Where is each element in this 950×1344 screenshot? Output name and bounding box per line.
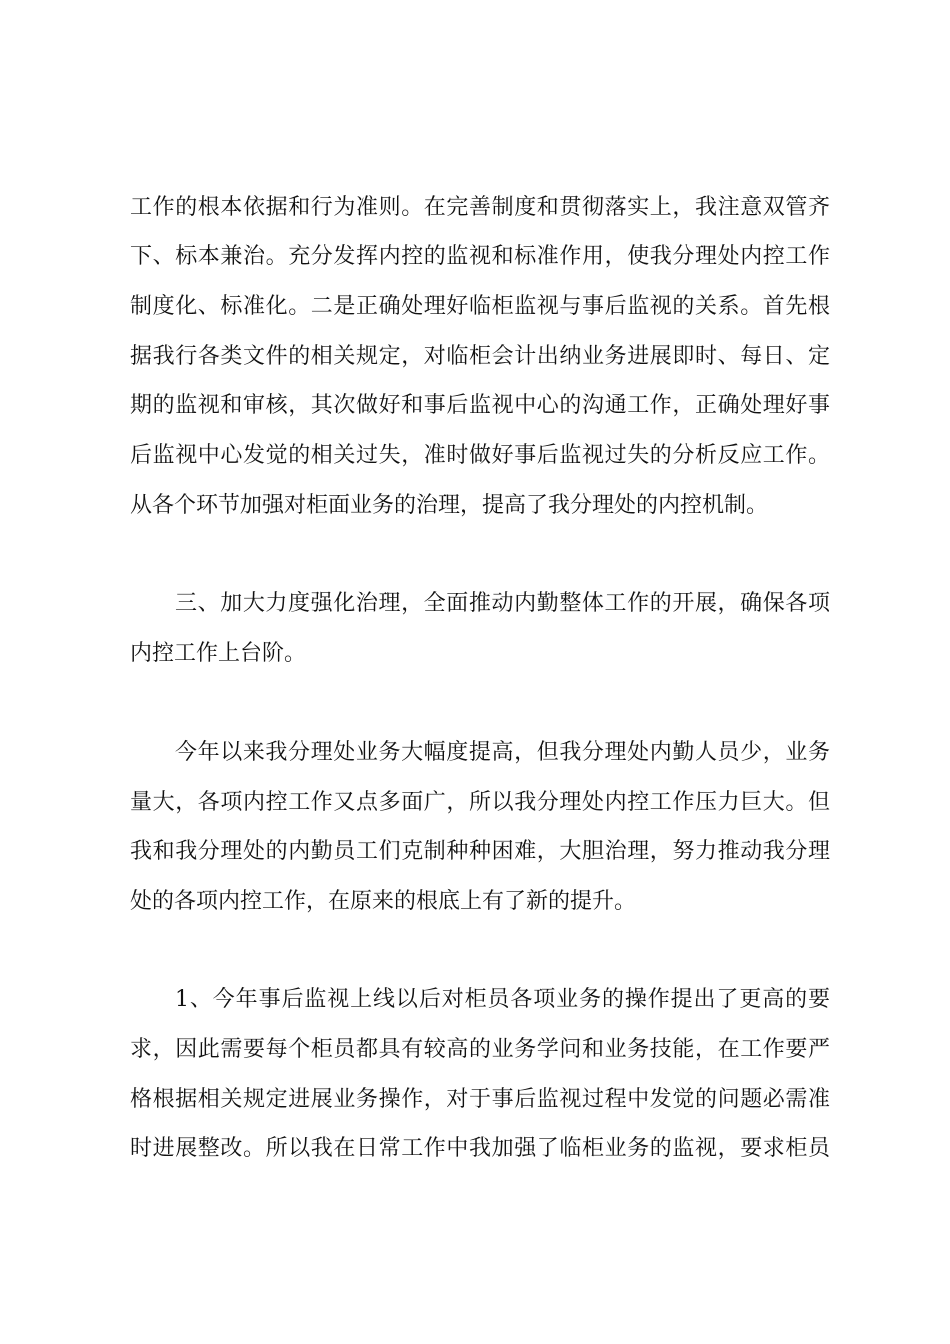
text-line: 时进展整改。所以我在日常工作中我加强了临柜业务的监视，要求柜员 [130,1136,830,1161]
text-line: 1、今年事后监视上线以后对柜员各项业务的操作提出了更高的要 [175,987,830,1012]
text-line: 今年以来我分理处业务大幅度提高，但我分理处内勤人员少，业务 [175,740,830,765]
text-line: 期的监视和审核，其次做好和事后监视中心的沟通工作，正确处理好事 [130,393,830,418]
text-line: 从各个环节加强对柜面业务的治理，提高了我分理处的内控机制。 [130,493,769,518]
text-line: 下、标本兼治。充分发挥内控的监视和标准作用，使我分理处内控工作 [130,244,830,269]
text-line: 据我行各类文件的相关规定，对临柜会计出纳业务进展即时、每日、定 [130,344,830,369]
text-line: 量大，各项内控工作又点多面广，所以我分理处内控工作压力巨大。但 [130,790,830,815]
text-line: 制度化、标准化。二是正确处理好临柜监视与事后监视的关系。首先根 [130,294,830,319]
text-line: 我和我分理处的内勤员工们克制种种困难，大胆治理，努力推动我分理 [130,839,830,864]
text-line: 工作的根本依据和行为准则。在完善制度和贯彻落实上，我注意双管齐 [130,195,830,220]
text-line: 格根据相关规定进展业务操作，对于事后监视过程中发觉的问题必需准 [130,1087,830,1112]
text-line: 三、加大力度强化治理，全面推动内勤整体工作的开展，确保各项 [175,591,830,616]
text-line: 处的各项内控工作，在原来的根底上有了新的提升。 [130,889,637,914]
text-line: 内控工作上台阶。 [130,641,307,666]
text-line: 后监视中心发觉的相关过失，准时做好事后监视过失的分析反应工作。 [130,443,830,468]
text-line: 求，因此需要每个柜员都具有较高的业务学问和业务技能，在工作要严 [130,1037,830,1062]
